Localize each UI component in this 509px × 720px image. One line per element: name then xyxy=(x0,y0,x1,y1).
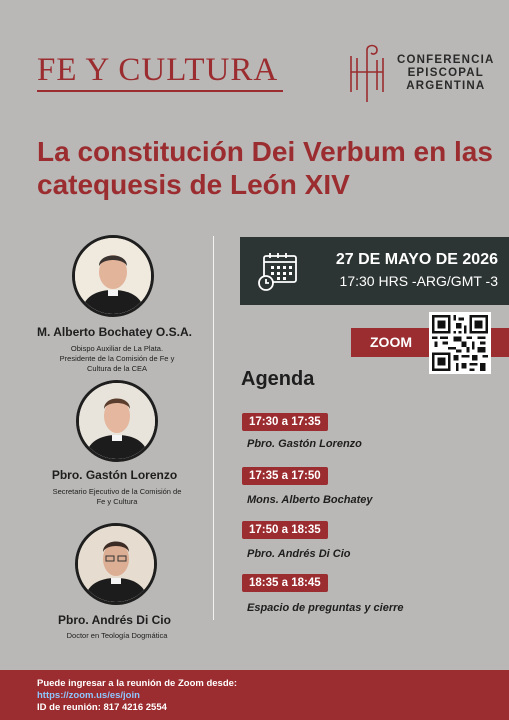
event-date: 27 DE MAYO DE 2026 xyxy=(335,251,498,268)
series-title-underline xyxy=(37,90,283,92)
org-line-1: CONFERENCIA xyxy=(397,54,495,66)
footer-band xyxy=(0,670,509,720)
event-title: La constitución Dei Verbum en las catequesis de León XIV xyxy=(37,136,493,200)
cea-logo-icon xyxy=(347,42,387,104)
speaker-photo-lorenzo xyxy=(76,380,158,462)
column-divider xyxy=(213,236,214,620)
agenda-speaker: Mons. Alberto Bochatey xyxy=(247,494,373,506)
event-date-box xyxy=(240,237,509,305)
calendar-clock-icon xyxy=(258,250,300,292)
speaker-photo-dicio xyxy=(75,523,157,605)
org-line-3: ARGENTINA xyxy=(406,80,486,92)
zoom-label: ZOOM xyxy=(370,334,412,350)
agenda-speaker: Espacio de preguntas y cierre xyxy=(247,602,404,614)
agenda-time: 17:50 a 18:35 xyxy=(242,521,328,539)
speaker-role: Secretario Ejecutivo de la Comisión de Fe y Cultura xyxy=(52,487,182,506)
series-title: FE Y CULTURA xyxy=(37,52,279,88)
qr-code-icon[interactable] xyxy=(429,312,491,374)
org-line-2: EPISCOPAL xyxy=(407,67,484,79)
speaker-name: M. Alberto Bochatey O.S.A. xyxy=(37,325,192,339)
agenda-speaker: Pbro. Gastón Lorenzo xyxy=(247,438,362,450)
meeting-id: ID de reunión: 817 4216 2554 xyxy=(37,702,167,713)
event-time: 17:30 HRS -ARG/GMT -3 xyxy=(339,273,498,289)
speaker-role: Obispo Auxiliar de La Plata. Presidente de la Comisión de Fe y Cultura de la CEA xyxy=(59,344,175,373)
agenda-time: 17:35 a 17:50 xyxy=(242,467,328,485)
organization-name xyxy=(397,54,495,93)
agenda-time: 17:30 a 17:35 xyxy=(242,413,328,431)
speaker-photo-bochatey xyxy=(72,235,154,317)
agenda-speaker: Pbro. Andrés Di Cio xyxy=(247,548,351,560)
zoom-join-link[interactable]: https://zoom.us/es/join xyxy=(37,690,140,701)
speaker-name: Pbro. Gastón Lorenzo xyxy=(51,468,178,482)
speaker-name: Pbro. Andrés Di Cio xyxy=(58,613,171,627)
footer-instructions: Puede ingresar a la reunión de Zoom desde: xyxy=(37,678,238,689)
agenda-time: 18:35 a 18:45 xyxy=(242,574,328,592)
speaker-role: Doctor en Teología Dogmática xyxy=(66,631,168,640)
agenda-title: Agenda xyxy=(241,368,315,390)
